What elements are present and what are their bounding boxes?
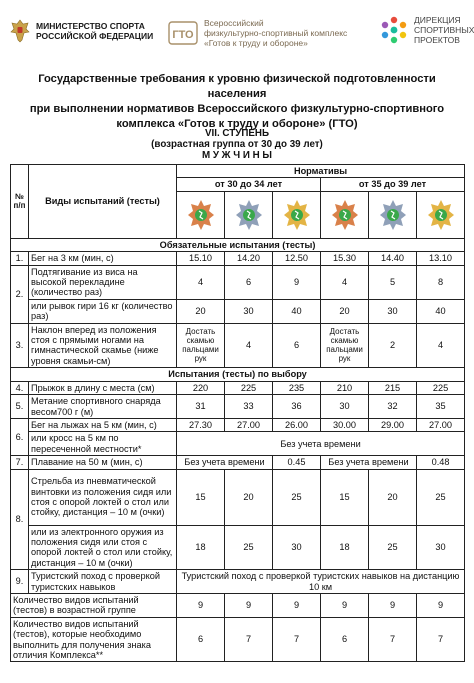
colorful-star-icon xyxy=(378,14,410,46)
document-title xyxy=(10,72,464,132)
test-name: Туристский поход с проверкой туристских навыков xyxy=(29,570,177,594)
norm-value: 4 xyxy=(321,265,369,299)
section-row xyxy=(11,238,465,251)
norm-value: 0.48 xyxy=(417,456,465,469)
eagle-emblem-icon xyxy=(10,18,30,44)
gto-line2: физкультурно-спортивный комплекс xyxy=(204,28,348,38)
row-number: 6. xyxy=(11,418,29,455)
stage-line3: М У Ж Ч И Н Ы xyxy=(201,150,273,161)
age-group-35-39: от 35 до 39 лет xyxy=(321,178,465,191)
test-name: или кросс на 5 км по пересеченной местности* xyxy=(29,432,177,456)
row-number: 4. xyxy=(11,381,29,394)
table-row xyxy=(11,323,465,368)
norm-value: 27.00 xyxy=(417,418,465,431)
norm-value: 4 xyxy=(225,323,273,368)
table-row xyxy=(11,469,465,525)
merged-value: Туристский поход с проверкой туристских навыков на дистанцию 10 км xyxy=(177,570,465,594)
section-mandatory: Обязательные испытания (тесты) xyxy=(11,238,465,251)
table-header-row xyxy=(11,165,465,178)
col-tests-header: Виды испытаний (тесты) xyxy=(29,165,177,239)
bronze-badge-icon xyxy=(187,199,215,231)
silver-badge-icon xyxy=(235,199,263,231)
norm-value: 27.30 xyxy=(177,418,225,431)
norm-value: 13.10 xyxy=(417,252,465,265)
badge-cell xyxy=(321,191,369,238)
test-name: Подтягивание из виса на высокой перекладине (количество раз) xyxy=(29,265,177,299)
dsp-line2: СПОРТИВНЫХ xyxy=(414,25,474,35)
norm-value: 25 xyxy=(369,525,417,570)
test-name: Количество видов испытаний (тестов) в возрастной группе xyxy=(11,593,177,617)
norm-value: 6 xyxy=(177,617,225,662)
norm-value: 6 xyxy=(225,265,273,299)
row-number: 3. xyxy=(11,323,29,368)
norm-value: 225 xyxy=(417,381,465,394)
test-name: или рывок гири 16 кг (количество раз) xyxy=(29,299,177,323)
gto-line3: «Готов к труду и обороне» xyxy=(204,38,308,48)
test-name: Бег на 3 км (мин, с) xyxy=(29,252,177,265)
norm-value: 26.00 xyxy=(273,418,321,431)
norm-value: 7 xyxy=(225,617,273,662)
norm-value: 9 xyxy=(177,593,225,617)
norm-value: 15 xyxy=(177,469,225,525)
norm-value: 4 xyxy=(417,323,465,368)
row-number: 2. xyxy=(11,265,29,323)
test-name: Стрельба из пневматической винтовки из положения сидя или стоя с опорой локтей о стол или стойку, дистанция – 10 м (очки) xyxy=(29,469,177,525)
gto-mark-text: ГТО xyxy=(172,29,194,41)
norm-value: 210 xyxy=(321,381,369,394)
title-line1: Государственные требования к уровню физической подготовленности населения xyxy=(38,73,436,100)
norm-value: 30 xyxy=(225,299,273,323)
norm-value: 27.00 xyxy=(225,418,273,431)
norm-value: 7 xyxy=(369,617,417,662)
norm-value: 20 xyxy=(177,299,225,323)
norm-value: 5 xyxy=(369,265,417,299)
col-norms-header: Нормативы xyxy=(177,165,465,178)
table-row xyxy=(11,381,465,394)
dsp-line1: ДИРЕКЦИЯ xyxy=(414,15,461,25)
test-name: или из электронного оружия из положения сидя или стоя с опорой локтей о стол или стойку, дистанция – 10 м (очки) xyxy=(29,525,177,570)
norm-value: 20 xyxy=(321,299,369,323)
norm-value: 32 xyxy=(369,395,417,419)
badge-cell xyxy=(177,191,225,238)
age-group-30-34: от 30 до 34 лет xyxy=(177,178,321,191)
table-row xyxy=(11,593,465,617)
table-row xyxy=(11,252,465,265)
stage-line2: (возрастная группа от 30 до 39 лет) xyxy=(151,139,323,150)
norm-value: 20 xyxy=(225,469,273,525)
norm-value: 6 xyxy=(321,617,369,662)
norm-value: 40 xyxy=(417,299,465,323)
row-number: 9. xyxy=(11,570,29,594)
norm-value: 18 xyxy=(321,525,369,570)
norm-value: 30 xyxy=(369,299,417,323)
gto-mark-icon xyxy=(168,20,198,46)
norm-value: 9 xyxy=(273,593,321,617)
norm-value: 215 xyxy=(369,381,417,394)
norm-value: 30 xyxy=(321,395,369,419)
norm-value: 30 xyxy=(417,525,465,570)
test-name: Бег на лыжах на 5 км (мин, с) xyxy=(29,418,177,431)
norm-value: Достать скамью пальцами рук xyxy=(321,323,369,368)
section-row xyxy=(11,368,465,381)
test-name: Метание спортивного снаряда весом700 г (м) xyxy=(29,395,177,419)
dsp-logo xyxy=(378,14,474,46)
norm-value: 225 xyxy=(225,381,273,394)
table-row xyxy=(11,617,465,662)
norm-value: 7 xyxy=(417,617,465,662)
col-no-header: № п/п xyxy=(11,165,29,239)
norm-value: 25 xyxy=(273,469,321,525)
bronze-badge-icon xyxy=(331,199,359,231)
ministry-line2: РОССИЙСКОЙ ФЕДЕРАЦИИ xyxy=(36,31,154,41)
norm-value: 9 xyxy=(369,593,417,617)
norms-table xyxy=(10,164,465,662)
gold-badge-icon xyxy=(427,199,455,231)
norm-value: 35 xyxy=(417,395,465,419)
merged-value: Без учета времени xyxy=(177,432,465,456)
table-row xyxy=(11,432,465,456)
test-name: Наклон вперед из положения стоя с прямыми ногами на гимнастической скамье (ниже уровня скамьи-см) xyxy=(29,323,177,368)
norm-value: 18 xyxy=(177,525,225,570)
norm-value: 25 xyxy=(417,469,465,525)
norm-value: 6 xyxy=(273,323,321,368)
gto-line1: Всероссийский xyxy=(204,18,264,28)
norm-value: 25 xyxy=(225,525,273,570)
norm-value: 9 xyxy=(417,593,465,617)
stage-line1: VII. СТУПЕНЬ xyxy=(204,128,270,139)
norm-value: 8 xyxy=(417,265,465,299)
ministry-logo xyxy=(10,18,153,44)
table-row xyxy=(11,456,465,469)
gold-badge-icon xyxy=(283,199,311,231)
title-line3: комплекса «Готов к труду и обороне» (ГТО) xyxy=(116,118,358,130)
header-logos xyxy=(0,14,474,58)
stage-heading xyxy=(10,128,464,161)
norm-value: 235 xyxy=(273,381,321,394)
test-name: Прыжок в длину с места (см) xyxy=(29,381,177,394)
norm-value: 30 xyxy=(273,525,321,570)
table-row xyxy=(11,418,465,431)
norm-value: 29.00 xyxy=(369,418,417,431)
badge-cell xyxy=(273,191,321,238)
row-number: 8. xyxy=(11,469,29,570)
norm-value: 9 xyxy=(273,265,321,299)
norm-value: Достать скамью пальцами рук xyxy=(177,323,225,368)
merged-value: Без учета времени xyxy=(177,456,273,469)
table-row xyxy=(11,570,465,594)
dsp-line3: ПРОЕКТОВ xyxy=(414,35,460,45)
norm-value: 14.40 xyxy=(369,252,417,265)
badge-cell xyxy=(225,191,273,238)
norm-value: 4 xyxy=(177,265,225,299)
norm-value: 9 xyxy=(321,593,369,617)
table-row xyxy=(11,299,465,323)
norm-value: 40 xyxy=(273,299,321,323)
norm-value: 7 xyxy=(273,617,321,662)
norm-value: 20 xyxy=(369,469,417,525)
norm-value: 15.10 xyxy=(177,252,225,265)
norm-value: 15.30 xyxy=(321,252,369,265)
test-name: Плавание на 50 м (мин, с) xyxy=(29,456,177,469)
norm-value: 12.50 xyxy=(273,252,321,265)
gto-logo xyxy=(168,18,347,48)
ministry-line1: МИНИСТЕРСТВО СПОРТА xyxy=(36,21,145,31)
merged-value: Без учета времени xyxy=(321,456,417,469)
test-name: Количество видов испытаний (тестов), которые необходимо выполнить для получения знака отличия Комплекса** xyxy=(11,617,177,662)
norm-value: 9 xyxy=(225,593,273,617)
table-row xyxy=(11,525,465,570)
silver-badge-icon xyxy=(379,199,407,231)
section-optional: Испытания (тесты) по выбору xyxy=(11,368,465,381)
norm-value: 30.00 xyxy=(321,418,369,431)
row-number: 5. xyxy=(11,395,29,419)
norm-value: 14.20 xyxy=(225,252,273,265)
norm-value: 31 xyxy=(177,395,225,419)
badge-cell xyxy=(369,191,417,238)
table-row xyxy=(11,395,465,419)
row-number: 1. xyxy=(11,252,29,265)
row-number: 7. xyxy=(11,456,29,469)
norm-value: 36 xyxy=(273,395,321,419)
table-row xyxy=(11,265,465,299)
norm-value: 2 xyxy=(369,323,417,368)
norm-value: 220 xyxy=(177,381,225,394)
norm-value: 0.45 xyxy=(273,456,321,469)
badge-cell xyxy=(417,191,465,238)
norm-value: 33 xyxy=(225,395,273,419)
norm-value: 15 xyxy=(321,469,369,525)
title-line2: при выполнении нормативов Всероссийского физкультурно-спортивного xyxy=(29,103,445,115)
